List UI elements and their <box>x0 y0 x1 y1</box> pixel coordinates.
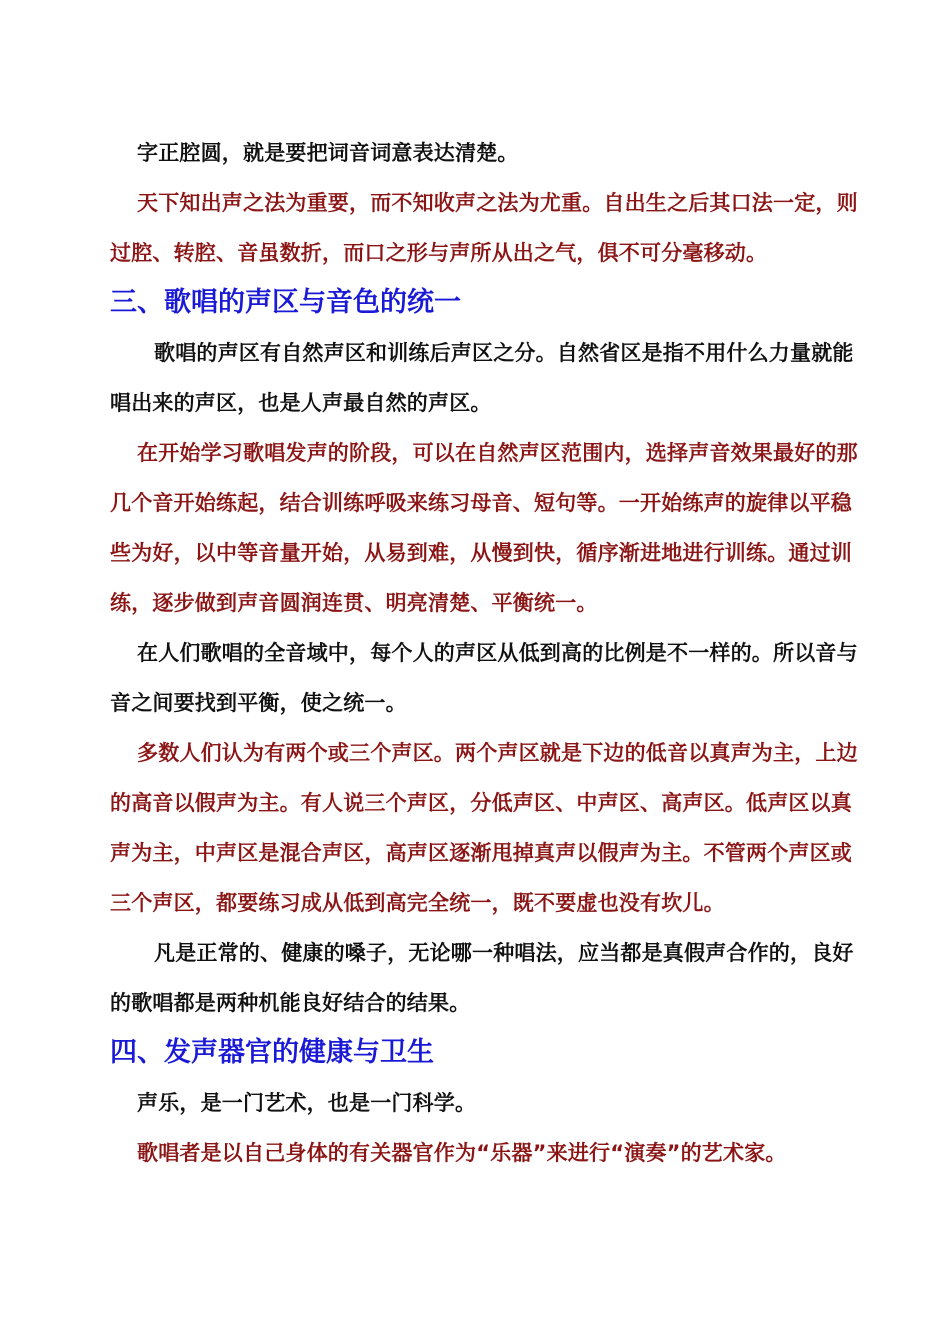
paragraph-quote-sound-method: 天下知出声之法为重要，而不知收声之法为尤重。自出生之后其口法一定，则过腔、转腔、音虽数折，而口之形与声所从出之气，俱不可分毫移动。 <box>110 191 858 265</box>
paragraph-range-balance: 在人们歌唱的全音域中，每个人的声区从低到高的比例是不一样的。所以音与音之间要找到平衡，使之统一。 <box>110 641 858 715</box>
section-heading-4: 四、发声器官的健康与卫生 <box>110 1037 434 1068</box>
paragraph-training-start: 在开始学习歌唱发声的阶段，可以在自然声区范围内，选择声音效果最好的那几个音开始练起，结合训练呼吸来练习母音、短句等。一开始练声的旋律以平稳些为好，以中等音量开始，从易到难，从慢到快，循序渐进地进行训练。通过训练，逐步做到声音圆润连贯、明亮清楚、平衡统一。 <box>110 441 858 615</box>
paragraph-singer-instrument: 歌唱者是以自己身体的有关器官作为“乐器”来进行“演奏”的艺术家。 <box>137 1141 787 1165</box>
paragraph-pronunciation: 字正腔圆，就是要把词音词意表达清楚。 <box>137 141 519 165</box>
paragraph-vocal-art-science: 声乐，是一门艺术，也是一门科学。 <box>137 1091 477 1115</box>
paragraph-healthy-voice: 凡是正常的、健康的嗓子，无论哪一种唱法，应当都是真假声合作的，良好的歌唱都是两种机能良好结合的结果。 <box>110 941 854 1015</box>
paragraph-two-three-registers: 多数人们认为有两个或三个声区。两个声区就是下边的低音以真声为主，上边的高音以假声为主。有人说三个声区，分低声区、中声区、高声区。低声区以真声为主，中声区是混合声区，高声区逐渐甩掉真声以假声为主。不管两个声区或三个声区，都要练习成从低到高完全统一，既不要虚也没有坎儿。 <box>110 741 858 915</box>
paragraph-natural-register: 歌唱的声区有自然声区和训练后声区之分。自然省区是指不用什么力量就能唱出来的声区，也是人声最自然的声区。 <box>110 341 854 415</box>
document-body <box>110 128 860 1178</box>
section-heading-3: 三、歌唱的声区与音色的统一 <box>110 287 461 318</box>
